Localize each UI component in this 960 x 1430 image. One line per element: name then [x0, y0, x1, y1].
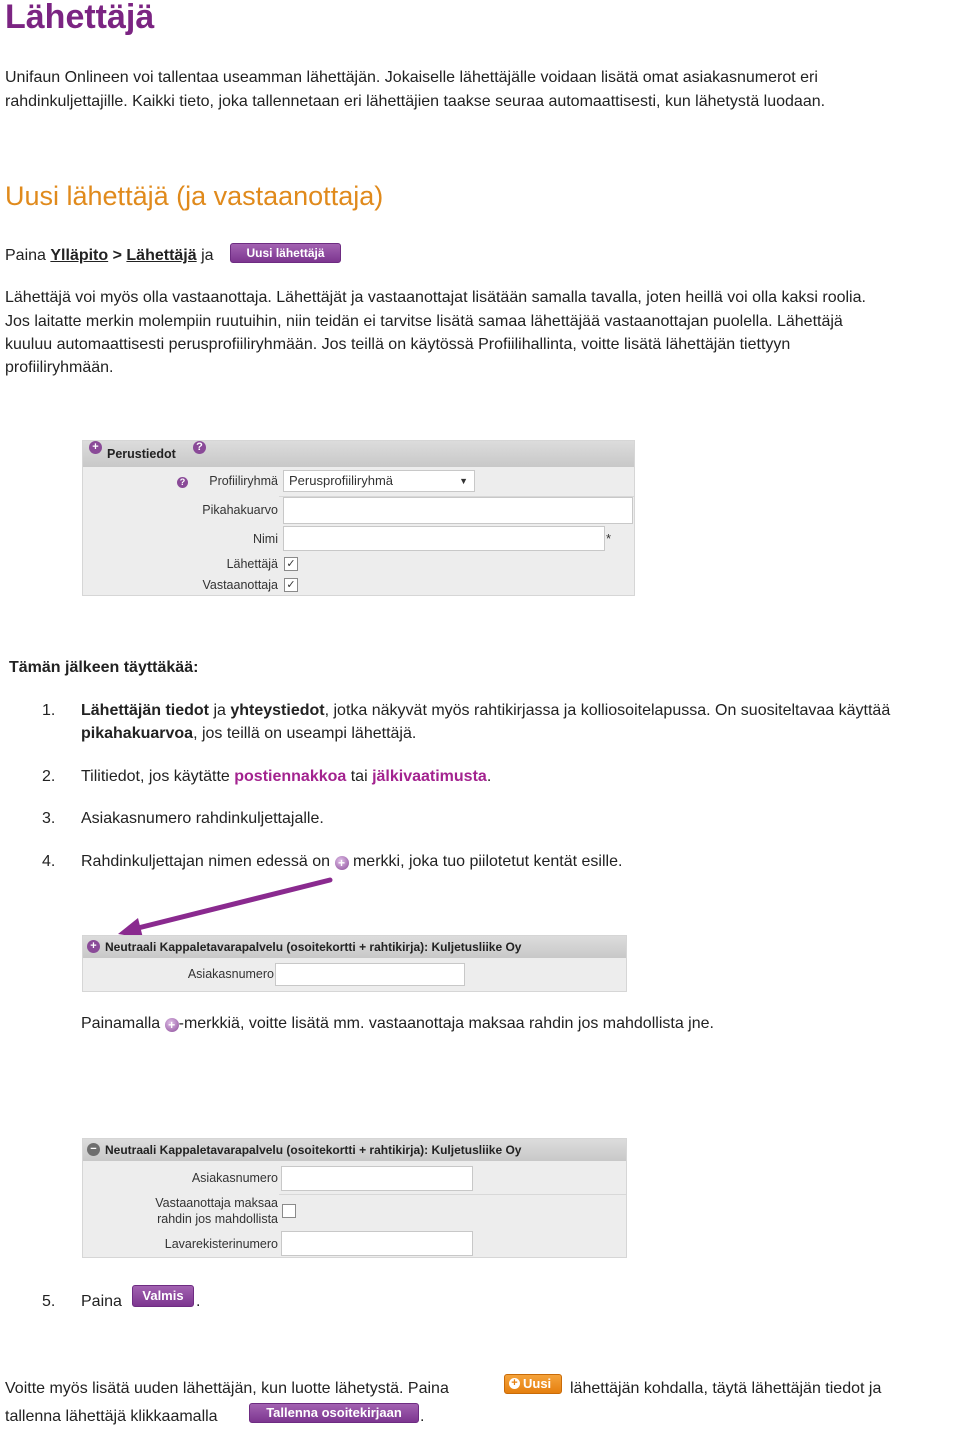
step-5-period: .: [196, 1293, 201, 1310]
divider: [279, 1194, 626, 1195]
save-to-address-book-button[interactable]: Tallenna osoitekirjaan: [249, 1403, 419, 1423]
step-5-text: Paina: [81, 1293, 122, 1310]
instruction-paina: Paina: [5, 247, 46, 264]
uusi-button-label: Uusi: [523, 1376, 552, 1391]
pallet-number-label: Lavarekisterinumero: [164, 1237, 278, 1251]
uusi-button[interactable]: [504, 1374, 562, 1394]
receiver-pays-label-1: Vastaanottaja maksaa: [155, 1196, 278, 1210]
help-icon[interactable]: ?: [193, 441, 206, 454]
yllapito-link[interactable]: Ylläpito: [50, 247, 109, 264]
sender-checkbox[interactable]: ✓: [284, 557, 298, 571]
section-title: Uusi lähettäjä (ja vastaanottaja): [5, 181, 384, 211]
footer-period: .: [420, 1408, 425, 1425]
plus-icon: +: [509, 1378, 520, 1389]
name-input[interactable]: [283, 526, 605, 551]
jalkivaatimus-link[interactable]: jälkivaatimusta: [372, 768, 487, 785]
plus-note-text-1: Painamalla: [81, 1015, 161, 1032]
receiver-checkbox[interactable]: ✓: [284, 578, 298, 592]
expand-icon[interactable]: +: [89, 441, 102, 454]
plus-icon: +: [335, 856, 349, 870]
step-1-text-cont: [81, 722, 416, 745]
step-1-bold-1: Lähettäjän tiedot: [81, 702, 210, 719]
step-2-text: [81, 765, 491, 788]
basic-info-title: Perustiedot: [107, 447, 176, 461]
intro-line-2: rahdinkuljettajille. Kaikki tieto, joka tallennetaan eri lähettäjien taakse seuraa automaattisesti, kun lähetystä luodaan.: [5, 93, 826, 110]
instruction-line: [5, 244, 214, 267]
carrier-title: Neutraali Kappaletavarapalvelu (osoitekortti + rahtikirja): Kuljetusliike Oy: [105, 940, 522, 954]
basic-info-header: [83, 441, 634, 467]
customer-number-input[interactable]: [275, 963, 465, 986]
valmis-button[interactable]: Valmis: [132, 1285, 194, 1307]
step-1-bold-3: pikahakuarvoa: [81, 725, 194, 742]
customer-number-input[interactable]: [281, 1166, 473, 1191]
basic-info-form: [82, 440, 635, 596]
plus-note: [81, 1012, 714, 1035]
carrier-header[interactable]: [83, 936, 626, 958]
profile-value: Perusprofiiliryhmä: [289, 473, 394, 488]
profile-help-icon[interactable]: ?: [177, 477, 188, 488]
name-label: Nimi: [253, 532, 278, 546]
expand-icon[interactable]: +: [87, 940, 100, 953]
customer-number-label: Asiakasnumero: [191, 1171, 278, 1185]
step-4-text-2: merkki, joka tuo piilotetut kentät esille.: [352, 853, 623, 870]
step-4-number: 4.: [42, 853, 56, 870]
plus-note-text-2: -merkkiä, voitte lisätä mm. vastaanottaja maksaa rahdin jos mahdollista jne.: [178, 1015, 714, 1032]
after-heading: Tämän jälkeen täyttäkää:: [9, 659, 199, 676]
carrier-form-collapsed: [82, 935, 627, 992]
footer-text-3: tallenna lähettäjä klikkaamalla: [5, 1408, 218, 1425]
required-mark: *: [606, 531, 612, 546]
carrier-header[interactable]: [83, 1139, 626, 1161]
customer-number-label: Asiakasnumero: [187, 967, 274, 981]
para-line-3: kuuluu automaattisesti perusprofiiliryhmään. Jos teillä on käytössä Profiilihallinta, voitte lisätä lähettäjän tiettyyn: [5, 336, 791, 353]
pallet-number-input[interactable]: [281, 1231, 473, 1256]
step-2-text-2: tai: [346, 768, 373, 785]
intro-line-1: Unifaun Onlineen voi tallentaa useamman lähettäjän. Jokaiselle lähettäjälle voidaan lisätä omat asiakasnumerot eri: [5, 69, 818, 86]
receiver-pays-checkbox[interactable]: [282, 1204, 296, 1218]
para-line-1: Lähettäjä voi myös olla vastaanottaja. Lähettäjät ja vastaanottajat lisätään samalla tavalla, joten heillä voi olla kaksi roolia.: [5, 289, 866, 306]
postiennakko-link[interactable]: postiennakkoa: [234, 768, 347, 785]
step-4-text: [81, 850, 622, 873]
pointer-arrow: [110, 872, 340, 942]
receiver-pays-label-2: rahdin jos mahdollista: [157, 1212, 278, 1226]
step-2-text-1: Tilitiedot, jos käytätte: [81, 768, 235, 785]
receiver-label: Vastaanottaja: [202, 578, 278, 592]
footer-text-1: Voitte myös lisätä uuden lähettäjän, kun luotte lähetystä. Paina: [5, 1380, 449, 1397]
step-3-text: Asiakasnumero rahdinkuljettajalle.: [81, 810, 324, 827]
step-1-text: [81, 699, 960, 722]
step-3-number: 3.: [42, 810, 56, 827]
step-1-number: 1.: [42, 702, 56, 719]
carrier-title: Neutraali Kappaletavarapalvelu (osoitekortti + rahtikirja): Kuljetusliike Oy: [105, 1143, 522, 1157]
instruction-ja: ja: [201, 247, 214, 264]
breadcrumb-separator: >: [112, 247, 122, 264]
lahettaja-link[interactable]: Lähettäjä: [126, 247, 197, 264]
step-1-bold-2: yhteystiedot: [230, 702, 325, 719]
para-line-4: profiiliryhmään.: [5, 359, 114, 376]
collapse-icon[interactable]: −: [87, 1143, 100, 1156]
plus-icon: +: [165, 1018, 179, 1032]
new-sender-button[interactable]: Uusi lähettäjä: [230, 243, 341, 263]
footer-text-2: lähettäjän kohdalla, täytä lähettäjän tiedot ja: [570, 1380, 882, 1397]
step-4-text-1: Rahdinkuljettajan nimen edessä on: [81, 853, 331, 870]
step-5-number: 5.: [42, 1293, 56, 1310]
carrier-form-expanded: [82, 1138, 627, 1258]
step-1-text-2: , jotka näkyvät myös rahtikirjassa ja kolliosoitelapussa. On suositeltavaa käyttää: [324, 702, 891, 719]
para-line-2: Jos laitatte merkin molempiin ruutuihin, niin teidän ei tarvitse lisätä samaa lähettäjää vastaanottajan puolella. Lähettäjä: [5, 313, 843, 330]
profile-label: Profiiliryhmä: [209, 474, 278, 488]
sender-label: Lähettäjä: [226, 557, 278, 571]
profile-select[interactable]: [283, 470, 475, 492]
chevron-down-icon: ▼: [459, 476, 468, 486]
shortcut-label: Pikahakuarvo: [202, 503, 278, 517]
page-title: Lähettäjä: [5, 0, 155, 36]
shortcut-input[interactable]: [283, 497, 633, 524]
step-2-text-3: .: [486, 768, 492, 785]
step-1-text-1: ja: [209, 702, 231, 719]
step-1-text-3: , jos teillä on useampi lähettäjä.: [193, 725, 417, 742]
step-2-number: 2.: [42, 768, 56, 785]
